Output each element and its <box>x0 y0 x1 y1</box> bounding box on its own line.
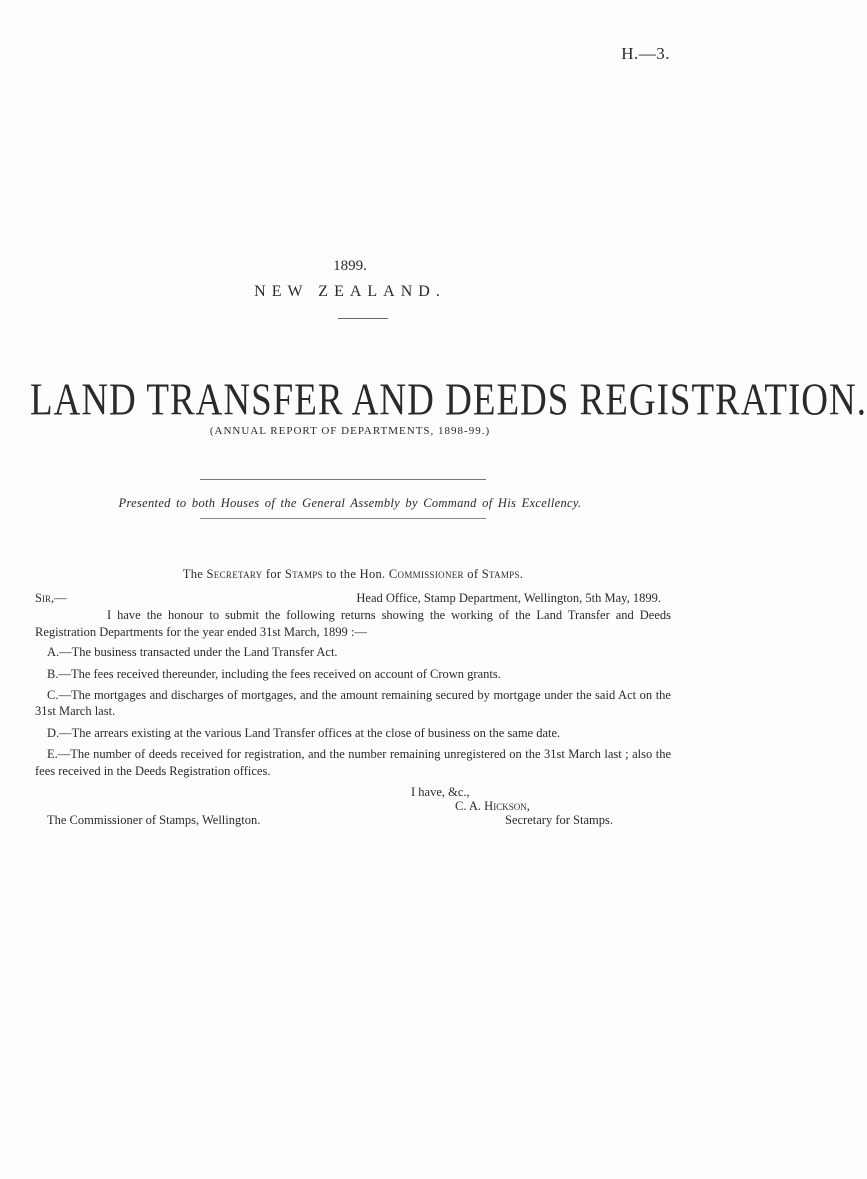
recipient: The Commissioner of Stamps, Wellington. <box>47 813 261 828</box>
list-item: C.—The mortgages and discharges of mortgages, and the amount remaining secured by mortgage under the said Act on the 31st March last. <box>35 688 671 719</box>
list-item: B.—The fees received thereunder, including the fees received on account of Crown grants. <box>47 666 501 681</box>
presented-underline <box>200 518 486 519</box>
country-heading: NEW ZEALAND. <box>254 283 446 300</box>
list-item: A.—The business transacted under the Land Transfer Act. <box>47 645 338 660</box>
signatory: C. A. Hickson, <box>455 799 530 814</box>
document-reference: H.—3. <box>621 44 670 63</box>
list-item: E.—The number of deeds received for registration, and the number remaining unregistered on the 31st March last ; also the fees received in the Deeds Registration offices. <box>35 747 671 778</box>
signatory-title: Secretary for Stamps. <box>505 813 613 828</box>
salutation: Sir,— <box>35 591 67 606</box>
intro-paragraph: I have the honour to submit the following returns showing the working of the Land Transfer and Deeds Registration Departments for the year ended 31st March, 1899 :— <box>35 608 671 639</box>
presented-statement: Presented to both Houses of the General Assembly by Command of His Excellency. <box>118 496 582 510</box>
divider-long <box>200 479 486 480</box>
divider-short <box>338 318 388 319</box>
letter-body <box>35 566 671 836</box>
letter-address: The Secretary for Stamps to the Hon. Commissioner of Stamps. <box>182 567 524 581</box>
report-subtitle: (ANNUAL REPORT OF DEPARTMENTS, 1898-99.) <box>209 425 491 437</box>
closing: I have, &c., <box>411 785 470 800</box>
list-item: D.—The arrears existing at the various Land Transfer offices at the close of business on the same date. <box>47 725 561 740</box>
report-title: LAND TRANSFER AND DEEDS REGISTRATION. <box>30 375 867 426</box>
signature-block <box>35 784 671 836</box>
document-year: 1899. <box>333 258 367 274</box>
salutation-line <box>35 590 671 607</box>
place-date: Head Office, Stamp Department, Wellington, 5th May, 1899. <box>356 591 661 606</box>
